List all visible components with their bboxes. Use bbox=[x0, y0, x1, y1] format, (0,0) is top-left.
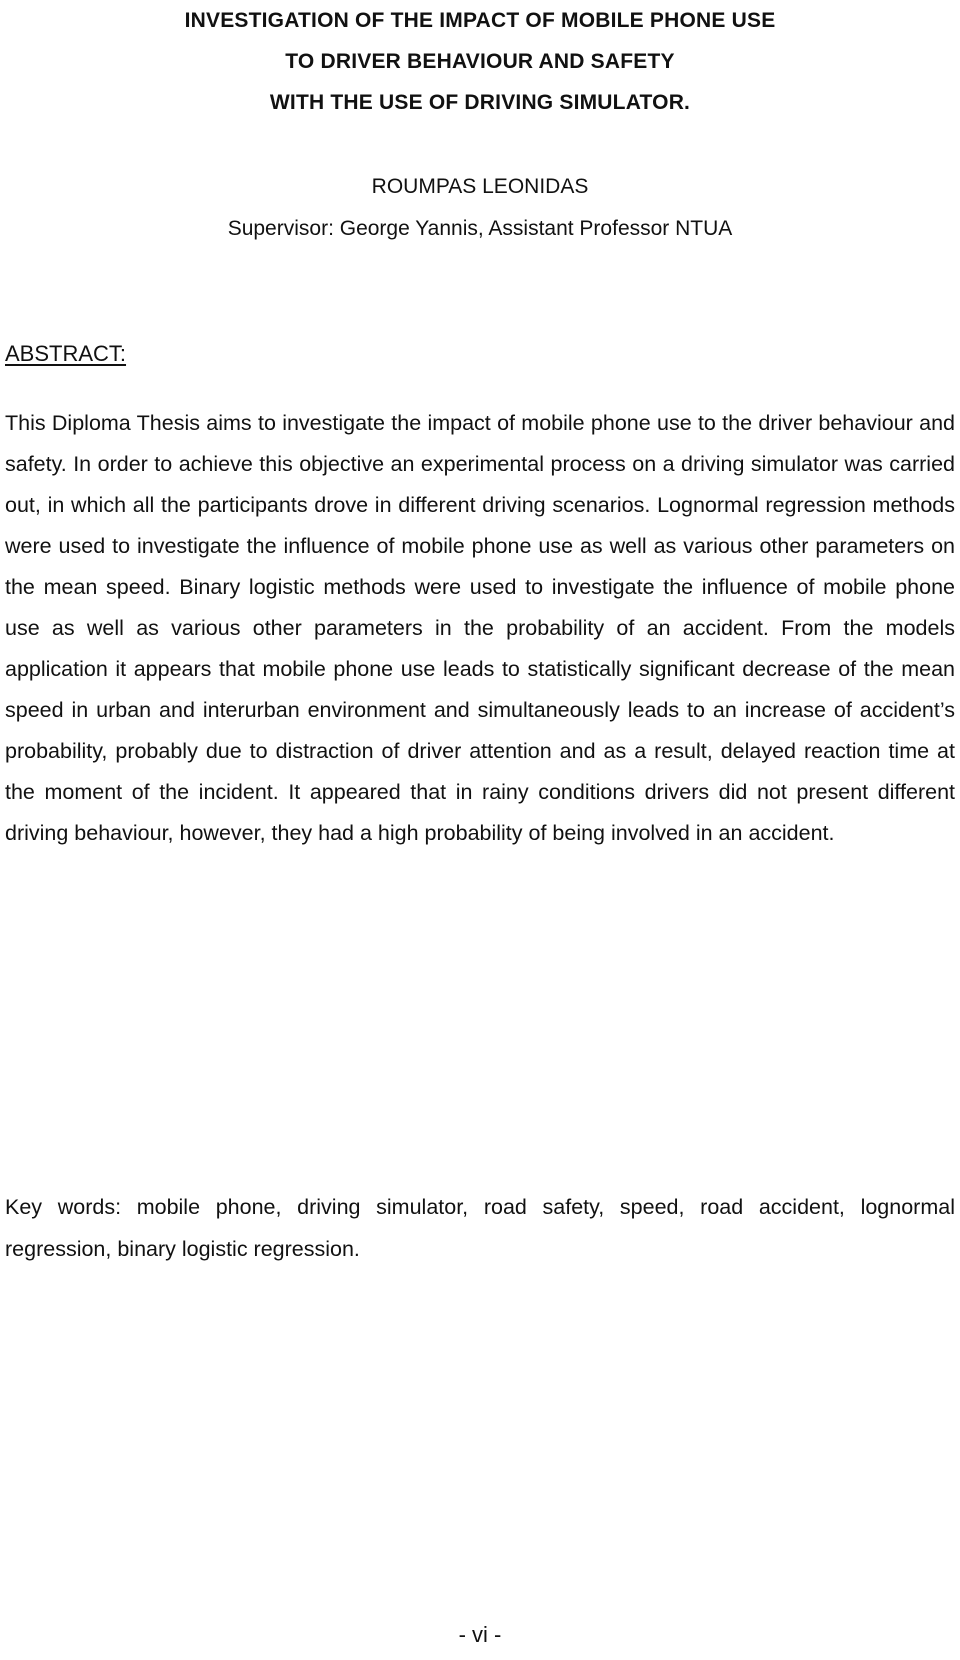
abstract-paragraph: This Diploma Thesis aims to investigate the impact of mobile phone use to the driver behaviour and safety. In order to achieve this objective an experimental process on a driving simulator was carried out, in which all the participants drove in different driving scenarios. Lognormal regression methods were used to investigate the influence of mobile phone use as well as various other parameters on the mean speed. Binary logistic methods were used to investigate the influence of mobile phone use as well as various other parameters in the probability of an accident. From the models application it appears that mobile phone use leads to statistically significant decrease of the mean speed in urban and interurban environment and simultaneously leads to an increase of accident’s probability, probably due to distraction of driver attention and as a result, delayed reaction time at the moment of the incident. It appeared that in rainy conditions drivers did not present different driving behaviour, however, they had a high probability of being involved in an accident. bbox=[5, 411, 955, 845]
title-line-2: TO DRIVER BEHAVIOUR AND SAFETY bbox=[285, 50, 675, 73]
thesis-title bbox=[0, 0, 960, 123]
supervisor-line: Supervisor: George Yannis, Assistant Professor NTUA bbox=[227, 217, 733, 240]
page-number: - vi - bbox=[458, 1622, 502, 1647]
author-block bbox=[0, 166, 960, 250]
abstract-heading: ABSTRACT: bbox=[5, 341, 127, 366]
author-name: ROUMPAS LEONIDAS bbox=[371, 175, 589, 198]
title-line-3: WITH THE USE OF DRIVING SIMULATOR. bbox=[269, 91, 691, 114]
keywords-paragraph: Key words: mobile phone, driving simulator, road safety, speed, road accident, lognormal regression, binary logistic regression. bbox=[5, 1195, 955, 1261]
title-line-1: INVESTIGATION OF THE IMPACT OF MOBILE PHONE USE bbox=[184, 9, 776, 32]
